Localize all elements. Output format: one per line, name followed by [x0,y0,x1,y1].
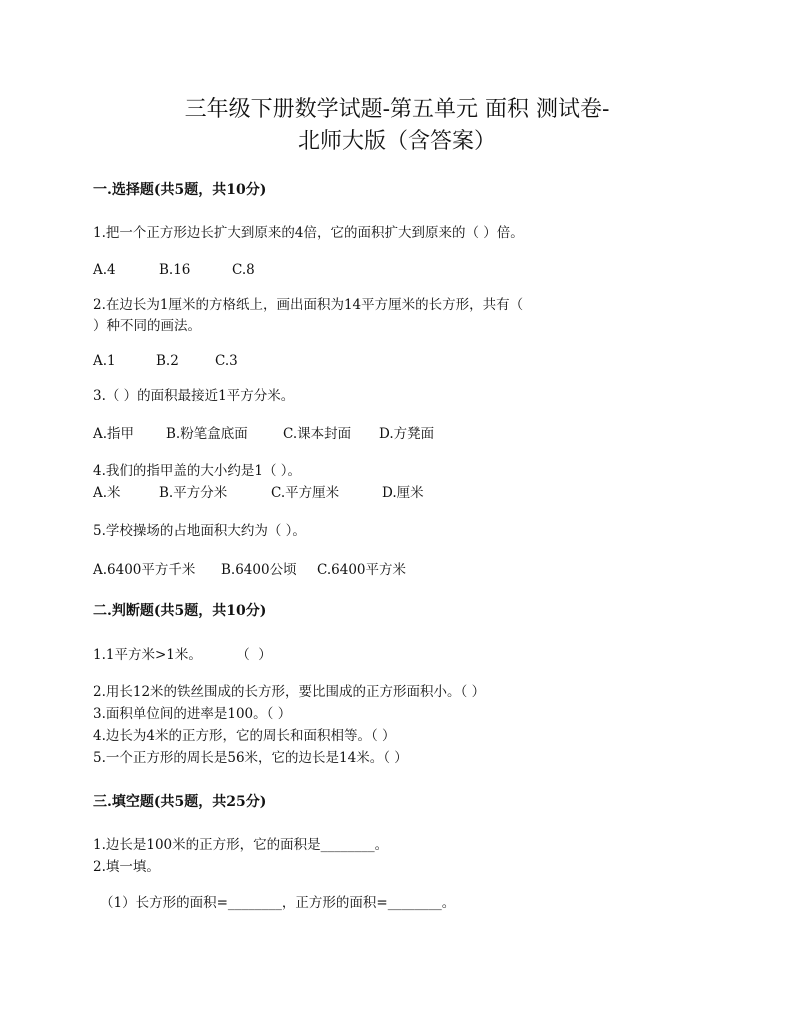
option-c: C.课本封面 [283,426,352,442]
question-1-5-options [93,561,406,579]
page-title-line-1: 三年级下册数学试题-第五单元 面积 测试卷- [184,97,610,122]
option-b: B.平方分米 [159,485,228,501]
option-b: B.粉笔盒底面 [166,426,248,442]
option-a: A.4 [93,262,116,278]
option-c: C.平方厘米 [271,485,340,501]
section-heading-true-false: 二.判断题(共5题，共10分) [93,603,267,619]
question-1-2-text-line-2: ）种不同的画法。 [93,318,201,334]
question-1-2-text-line-1: 2.在边长为1厘米的方格纸上，画出面积为14平方厘米的长方形，共有（ [93,297,524,313]
option-b: B.6400公顷 [221,562,297,578]
option-a: A.指甲 [93,426,135,442]
section-heading-fill-in: 三.填空题(共5题，共25分) [93,794,267,810]
option-c: C.6400平方米 [317,562,406,578]
question-1-5-text: 5.学校操场的占地面积大约为（ ）。 [93,523,306,539]
option-b: B.2 [156,353,179,369]
option-d: D.方凳面 [379,426,435,442]
option-a: A.米 [93,485,121,501]
option-a: A.6400平方千米 [93,562,196,578]
option-d: D.厘米 [382,485,424,501]
true-false-item-3: 3.面积单位间的进率是100。（ ） [93,706,292,722]
question-1-3-text: 3.（ ）的面积最接近1平方分米。 [93,388,295,404]
fill-in-item-1: 1.边长是100米的正方形，它的面积是________。 [93,837,389,853]
section-heading-choice: 一.选择题(共5题，共10分) [93,182,267,198]
fill-in-item-2: 2.填一填。 [93,859,160,875]
option-a: A.1 [93,353,116,369]
page-title-line-2: 北师大版（含答案） [297,129,496,154]
question-1-4-text: 4.我们的指甲盖的大小约是1（ ）。 [93,463,302,479]
question-1-1-text: 1.把一个正方形边长扩大到原来的4倍，它的面积扩大到原来的（ ）倍。 [93,225,524,241]
true-false-item-4: 4.边长为4米的正方形，它的周长和面积相等。（ ） [93,728,396,744]
question-1-3-options [93,425,434,443]
question-1-2-options [93,352,238,370]
true-false-item-1: 1.1平方米>1米。 （ ） [93,647,272,663]
option-b: B.16 [159,262,191,278]
true-false-item-5: 5.一个正方形的周长是56米，它的边长是14米。（ ） [93,750,408,766]
option-c: C.8 [232,262,255,278]
question-1-1-options [93,261,255,279]
option-c: C.3 [215,353,238,369]
true-false-item-2: 2.用长12米的铁丝围成的长方形，要比围成的正方形面积小。（ ） [93,684,486,700]
fill-in-item-2-sub-1: （1）长方形的面积=________，正方形的面积=________。 [100,895,456,911]
question-1-4-options [93,484,424,502]
